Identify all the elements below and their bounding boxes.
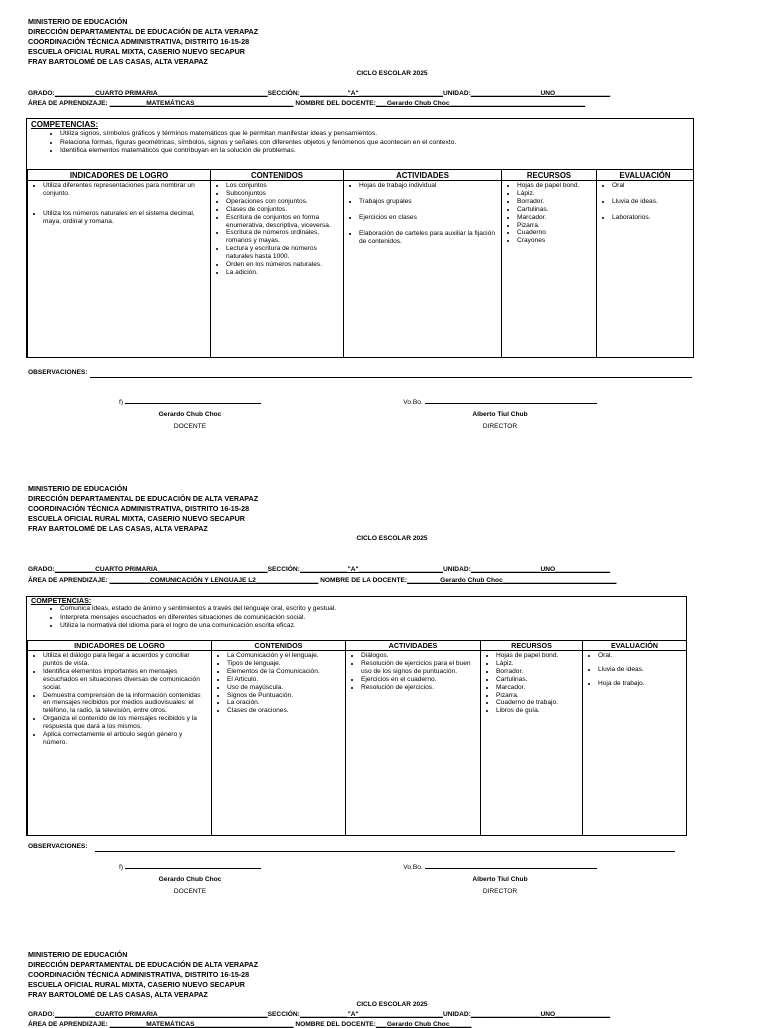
- list-item: • Resolución de ejercicios para el buen uso de los signos de puntuación.: [361, 660, 477, 676]
- list-item: • Pizarra.: [496, 692, 579, 700]
- header-line: MINISTERIO DE EDUCACIÓN: [28, 17, 128, 26]
- list-item: • Hojas de trabajo individual: [359, 182, 498, 190]
- grade-row: GRADO:___________CUARTO PRIMARIA______________________________SECCIÓN:_____________"A"_______________________UNIDAD:___________________UNO_______________: [28, 90, 611, 97]
- list-item: • Marcador.: [517, 214, 593, 222]
- unidad-label: UNIDAD:: [442, 566, 471, 573]
- list-item: • Cartulinas.: [496, 676, 579, 684]
- header-line: ESCUELA OFICIAL RURAL MIXTA, CASERIO NUEVO SECAPUR: [28, 980, 245, 989]
- director-signature: [400, 397, 600, 430]
- signer-name: Alberto Tiul Chub: [472, 411, 528, 418]
- competencia-item: • Utiliza signos, símbolos gráficos y términos matemáticos que le permitan manifestar ideas y pensamientos.: [60, 130, 456, 139]
- list-item: • Elaboración de carteles para auxiliar la fijación de contenidos.: [359, 230, 498, 246]
- area-label: ÁREA DE APRENDIZAJE:: [28, 577, 108, 584]
- list-item: • Lápiz.: [496, 660, 579, 668]
- signer-name: Alberto Tiul Chub: [472, 876, 528, 883]
- school-year: CICLO ESCOLAR 2025: [356, 70, 428, 77]
- competencias-title: COMPETENCIAS:: [31, 120, 99, 129]
- list-item: • Uso de mayúscula.: [227, 684, 342, 692]
- area-value: COMUNICACIÓN Y LENGUAJE L2: [149, 577, 256, 584]
- grado-value: CUARTO PRIMARIA: [95, 566, 158, 573]
- list-item: • Trabajos grupales: [359, 198, 498, 206]
- competencias-list: [46, 130, 456, 156]
- signer-role: DOCENTE: [173, 888, 207, 895]
- competencia-item: • Interpreta mensajes escuchados en diferentes situaciones de comunicación social.: [60, 614, 336, 623]
- col-indicadores: INDICADORES DE LOGRO: [28, 641, 212, 651]
- director-signature: [400, 862, 600, 895]
- observaciones-line: [95, 851, 675, 852]
- list-item: • Lectura y escritura de números naturales hasta 1000.: [226, 245, 340, 261]
- grado-value: CUARTO PRIMARIA: [95, 1011, 158, 1018]
- indicadores-cell: [28, 651, 212, 836]
- col-contenidos: CONTENIDOS: [212, 641, 346, 651]
- list-item: • Cartulinas.: [517, 206, 593, 214]
- signer-name: Gerardo Chub Choc: [158, 411, 222, 418]
- list-item: • Cuaderno: [517, 229, 593, 237]
- docente-value: Gerardo Chub Choc: [440, 577, 503, 584]
- unidad-value: UNO: [540, 1011, 556, 1018]
- grado-label: GRADO:: [28, 1011, 55, 1018]
- evaluacion-cell: [597, 181, 694, 358]
- school-year: CICLO ESCOLAR 2025: [356, 535, 428, 542]
- header-line: DIRECCIÓN DEPARTAMENTAL DE EDUCACIÓN DE ALTA VERAPAZ: [28, 27, 259, 36]
- institution-header: [28, 950, 258, 1000]
- signature-line: [125, 397, 261, 404]
- indicadores-cell: [28, 181, 211, 358]
- observaciones-line: [90, 377, 692, 378]
- list-item: • Signos de Puntuación.: [227, 692, 342, 700]
- list-item: • Hojas de papel bond.: [496, 652, 579, 660]
- list-item: • Diálogos.: [361, 652, 477, 660]
- col-indicadores: INDICADORES DE LOGRO: [28, 170, 211, 181]
- list-item: • Lluvia de ideas.: [598, 666, 683, 674]
- unidad-value: UNO: [540, 90, 556, 97]
- docente-label: NOMBRE DEL DOCENTE:: [295, 100, 376, 107]
- list-item: • Organiza el contenido de los mensajes recibidos y la respuesta que dará a los mismos.: [43, 715, 208, 731]
- col-recursos: RECURSOS: [502, 170, 597, 181]
- list-item: • Demuestra comprensión de la información contenidas en mensajes recibidos por medios audiovisuales: el teléfono, la radio, la televisión, entre otros.: [43, 692, 208, 716]
- competencia-item: • Relaciona formas, figuras geométricas, símbolos, signos y señales con diferentes objetos y fenómenos que acontecen en el contexto.: [60, 139, 456, 148]
- list-item: • Subconjuntos: [226, 190, 340, 198]
- docente-value: Gerardo Chub Choc: [386, 1021, 450, 1028]
- evaluacion-cell: [583, 651, 687, 836]
- actividades-cell: [344, 181, 502, 358]
- header-line: FRAY BARTOLOMÉ DE LAS CASAS, ALTA VERAPAZ: [28, 990, 208, 999]
- header-line: COORDINACIÓN TÉCNICA ADMINISTRATIVA, DISTRITO 16-15-28: [28, 37, 250, 46]
- docente-signature: [100, 397, 280, 430]
- area-label: ÁREA DE APRENDIZAJE:: [28, 100, 108, 107]
- signature-line: [125, 862, 261, 869]
- header-line: DIRECCIÓN DEPARTAMENTAL DE EDUCACIÓN DE ALTA VERAPAZ: [28, 494, 259, 503]
- competencias-list: [46, 605, 336, 631]
- f-label: f): [118, 399, 124, 406]
- header-line: MINISTERIO DE EDUCACIÓN: [28, 484, 128, 493]
- list-item: • Ejercicios en clases: [359, 214, 498, 222]
- list-item: • Los conjuntos: [226, 182, 340, 190]
- header-line: COORDINACIÓN TÉCNICA ADMINISTRATIVA, DISTRITO 16-15-28: [28, 970, 250, 979]
- list-item: • Clases de conjuntos.: [226, 206, 340, 214]
- header-line: FRAY BARTOLOMÉ DE LAS CASAS, ALTA VERAPAZ: [28, 524, 208, 533]
- area-row-partial: ÁREA DE APRENDIZAJE: __________MATEMÁTICAS___________________________ NOMBRE DEL DOCENTE:___Gerardo Chub Choc______: [28, 1021, 472, 1028]
- header-line: COORDINACIÓN TÉCNICA ADMINISTRATIVA, DISTRITO 16-15-28: [28, 504, 250, 513]
- seccion-value: "A": [347, 90, 359, 97]
- list-item: • Borrador.: [517, 198, 593, 206]
- list-item: • Laboratorios.: [612, 214, 690, 222]
- seccion-label: SECCIÓN:: [267, 1011, 300, 1018]
- vobo-label: Vo.Bo.: [403, 864, 423, 871]
- col-contenidos: CONTENIDOS: [211, 170, 344, 181]
- list-item: • Hojas de papel bond.: [517, 182, 593, 190]
- competencias-title: COMPETENCIAS:: [31, 596, 92, 605]
- docente-signature: [100, 862, 280, 895]
- school-year: CICLO ESCOLAR 2025: [356, 1001, 428, 1008]
- header-line: FRAY BARTOLOMÉ DE LAS CASAS, ALTA VERAPAZ: [28, 57, 208, 66]
- competencia-item: • Utiliza la normativa del idioma para el logro de una comunicación escrita eficaz.: [60, 622, 336, 631]
- list-item: • Identifica elementos importantes en mensajes escuchados en situaciones diversas de comunicación social.: [43, 668, 208, 692]
- signer-role: DIRECTOR: [482, 888, 518, 895]
- seccion-label: SECCIÓN:: [267, 90, 300, 97]
- list-item: • Oral.: [598, 652, 683, 660]
- unidad-value: UNO: [540, 566, 556, 573]
- f-label: f): [118, 864, 124, 871]
- list-item: • Cuaderno de trabajo.: [496, 699, 579, 707]
- planning-table: [27, 169, 694, 358]
- observaciones-label: OBSERVACIONES:: [28, 843, 88, 850]
- grade-row: GRADO:___________CUARTO PRIMARIA______________________________SECCIÓN:_____________"A"_______________________UNIDAD:___________________UNO_______________: [28, 566, 611, 573]
- list-item: • Ejercicios en el cuaderno.: [361, 676, 477, 684]
- signer-role: DIRECTOR: [482, 423, 518, 430]
- header-line: ESCUELA OFICIAL RURAL MIXTA, CASERIO NUEVO SECAPUR: [28, 47, 245, 56]
- contenidos-cell: [211, 181, 344, 358]
- institution-header: [28, 484, 258, 534]
- signer-role: DOCENTE: [173, 423, 207, 430]
- docente-label: NOMBRE DEL DOCENTE:: [295, 1021, 376, 1028]
- list-item: • La adición.: [226, 269, 340, 277]
- list-item: • Orden en los números naturales.: [226, 261, 340, 269]
- list-item: • La Comunicación y el lenguaje.: [227, 652, 342, 660]
- docente-label: NOMBRE DE LA DOCENTE:: [320, 577, 408, 584]
- list-item: • Hoja de trabajo.: [598, 680, 683, 688]
- col-actividades: ACTIVIDADES: [346, 641, 481, 651]
- list-item: • Lápiz.: [517, 190, 593, 198]
- institution-header: [28, 17, 258, 67]
- area-value: MATEMÁTICAS: [146, 100, 195, 107]
- seccion-label: SECCIÓN:: [267, 566, 300, 573]
- header-line: ESCUELA OFICIAL RURAL MIXTA, CASERIO NUEVO SECAPUR: [28, 514, 245, 523]
- area-row: ÁREA DE APRENDIZAJE: ___________COMUNICACIÓN Y LENGUAJE L2_________________ NOMBRE DE LA DOCENTE:_________Gerardo Chub Choc_______________________________: [28, 577, 617, 584]
- list-item: • Operaciones con conjuntos.: [226, 198, 340, 206]
- docente-value: Gerardo Chub Choc: [386, 100, 450, 107]
- area-value: MATEMÁTICAS: [146, 1021, 195, 1028]
- col-evaluacion: EVALUACIÓN: [597, 170, 694, 181]
- list-item: • Utiliza diferentes representaciones para nombrar un conjunto.: [43, 182, 207, 198]
- list-item: • Elementos de la Comunicación.: [227, 668, 342, 676]
- list-item: • Crayones: [517, 237, 593, 245]
- list-item: • Borrador.: [496, 668, 579, 676]
- list-item: • Tipos de lenguaje.: [227, 660, 342, 668]
- unidad-label: UNIDAD:: [442, 90, 471, 97]
- signature-line: [425, 862, 597, 869]
- grado-value: CUARTO PRIMARIA: [95, 90, 158, 97]
- unidad-label: UNIDAD:: [442, 1011, 471, 1018]
- list-item: • Oral: [612, 182, 690, 190]
- actividades-cell: [346, 651, 481, 836]
- list-item: • Libros de guía.: [496, 707, 579, 715]
- list-item: • Lluvia de ideas.: [612, 198, 690, 206]
- observaciones-label: OBSERVACIONES:: [28, 369, 88, 376]
- recursos-cell: [502, 181, 597, 358]
- list-item: • Pizarra.: [517, 222, 593, 230]
- signature-line: [425, 397, 597, 404]
- header-line: DIRECCIÓN DEPARTAMENTAL DE EDUCACIÓN DE ALTA VERAPAZ: [28, 960, 259, 969]
- list-item: • El Articulo.: [227, 676, 342, 684]
- grade-row: GRADO:___________CUARTO PRIMARIA______________________________SECCIÓN:_____________"A"_______________________UNIDAD:___________________UNO_______________: [28, 1011, 611, 1018]
- list-item: • Clases de oraciones.: [227, 707, 342, 715]
- list-item: • Utiliza el diálogo para llegar a acuerdos y conciliar puntos de vista.: [43, 652, 208, 668]
- signer-name: Gerardo Chub Choc: [158, 876, 222, 883]
- grado-label: GRADO:: [28, 566, 55, 573]
- col-recursos: RECURSOS: [481, 641, 583, 651]
- list-item: • Resolución de ejercicios.: [361, 684, 477, 692]
- planning-table: [27, 640, 687, 836]
- area-row: ÁREA DE APRENDIZAJE: __________MATEMÁTICAS___________________________ NOMBRE DEL DOCENTE:___Gerardo Chub Choc_____________________________________: [28, 100, 586, 107]
- contenidos-cell: [212, 651, 346, 836]
- col-evaluacion: EVALUACIÓN: [583, 641, 687, 651]
- list-item: • Utiliza los números naturales en el sistema decimal, maya, ordinal y romana.: [43, 210, 207, 226]
- seccion-value: "A": [347, 566, 359, 573]
- list-item: • Marcador.: [496, 684, 579, 692]
- competencia-item: • Identifica elementos matemáticos que contribuyan en la solución de problemas.: [60, 147, 456, 156]
- recursos-cell: [481, 651, 583, 836]
- grado-label: GRADO:: [28, 90, 55, 97]
- list-item: • Escritura de números ordinales, romanos y mayas.: [226, 229, 340, 245]
- list-item: • Escritura de conjuntos en forma enumerativa, descriptiva, viceversa.: [226, 214, 340, 230]
- area-label: ÁREA DE APRENDIZAJE:: [28, 1021, 108, 1028]
- list-item: • Aplica correctamente el articulo según género y número.: [43, 731, 208, 747]
- vobo-label: Vo.Bo.: [403, 399, 423, 406]
- seccion-value: "A": [347, 1011, 359, 1018]
- competencia-item: • Comunica ideas, estado de ánimo y sentimientos a través del lenguaje oral, escrito y gestual.: [60, 605, 336, 614]
- list-item: • La oración.: [227, 699, 342, 707]
- col-actividades: ACTIVIDADES: [344, 170, 502, 181]
- header-line: MINISTERIO DE EDUCACIÓN: [28, 950, 128, 959]
